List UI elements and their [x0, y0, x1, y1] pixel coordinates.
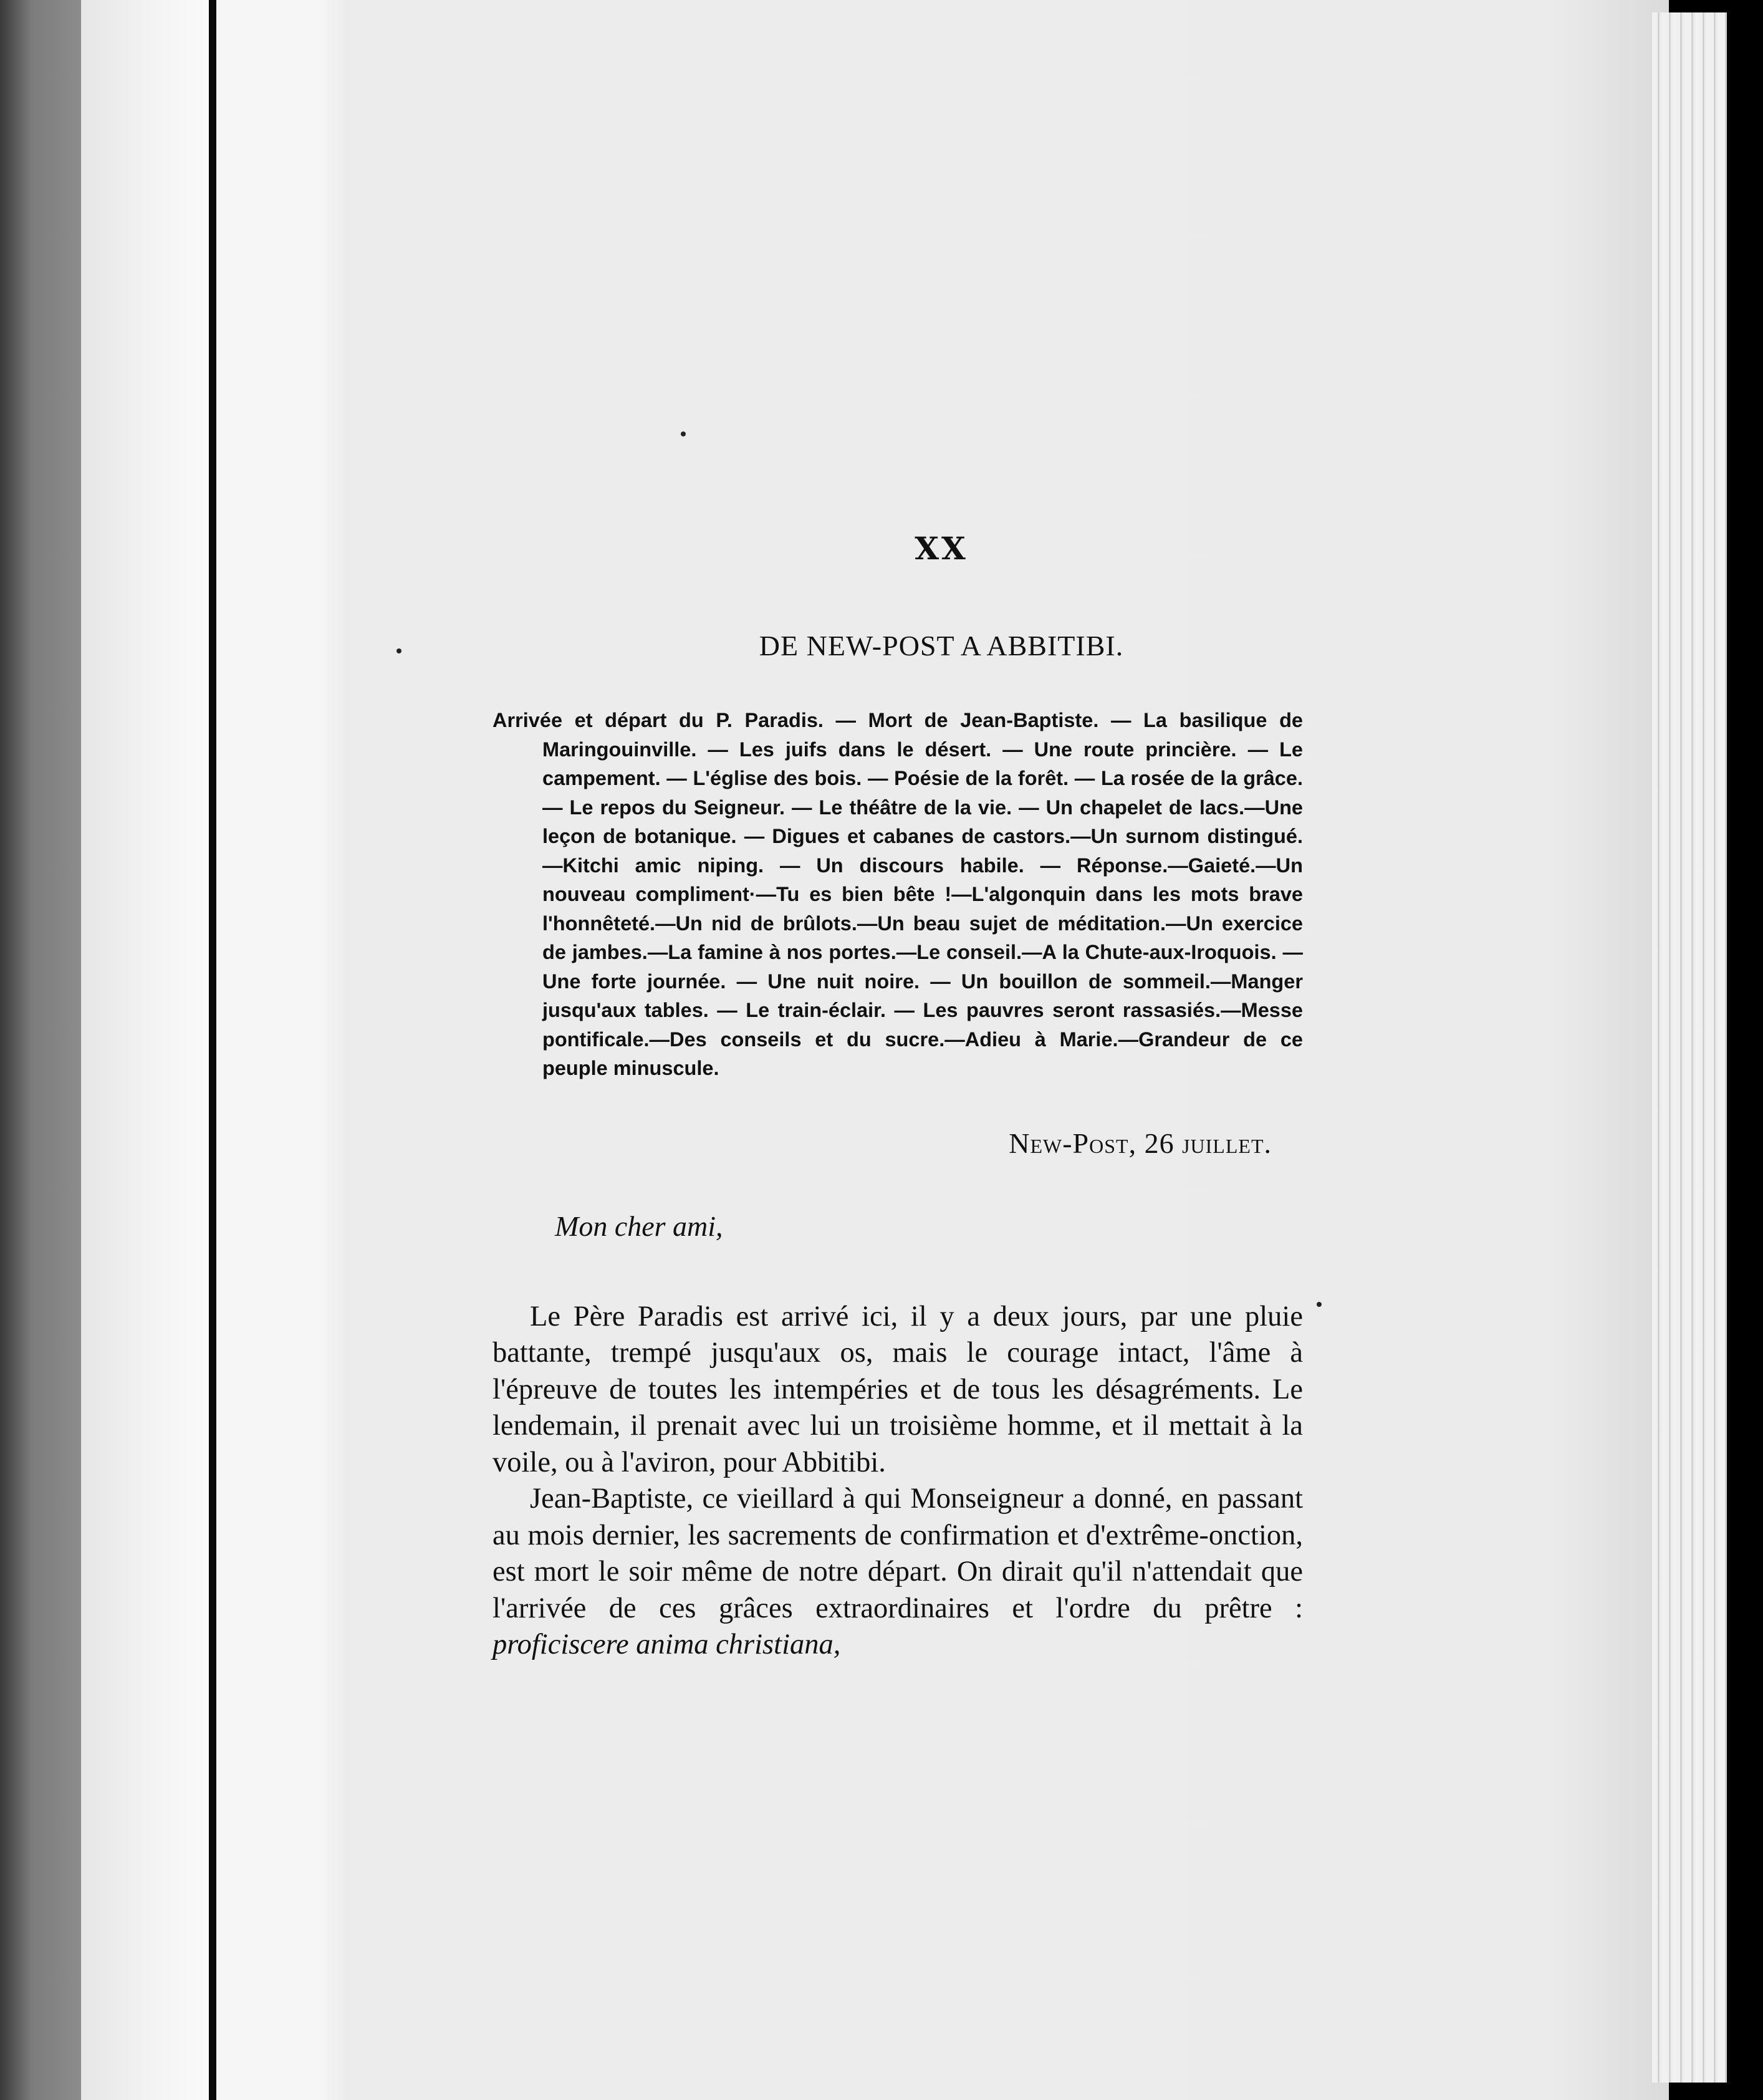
body-paragraph: Le Père Paradis est arrivé ici, il y a deux jours, par une pluie battante, trempé jusqu'aux os, mais le courage intact, l'âme à l'épreuve de toutes les intempéries et de tous les désagréments. Le lendemain, il prenait avec lui un troisième homme, et il mettait à la voile, ou à l'aviron, pour Abbitibi. [492, 1300, 1303, 1478]
chapter-number: XX [915, 530, 968, 567]
ink-speck [396, 648, 401, 653]
ink-speck [681, 431, 686, 436]
book-gutter [209, 0, 216, 2100]
salutation: Mon cher ami, [555, 1210, 723, 1242]
dateline: New-Post, 26 juillet. [1009, 1127, 1272, 1159]
ink-speck [1317, 1302, 1322, 1307]
chapter-summary: Arrivée et départ du P. Paradis. — Mort de Jean-Baptiste. — La basilique de Maringouinville. — Les juifs dans le désert. — Une route princière. — Le campement. — L'église des bois. — Poésie de la forêt. — La rosée de la grâce. — Le repos du Seigneur. — Le théâtre de la vie. — Un chapelet de lacs.—Une leçon de botanique. — Digues et cabanes de castors.—Un surnom distingué.—Kitchi amic niping. — Un discours habile. — Réponse.—Gaieté.—Un nouveau compliment·—Tu es bien bête !—L'algonquin dans les mots brave l'honnêteté.—Un nid de brûlots.—Un beau sujet de méditation.—Un exercice de jambes.—La famine à nos portes.—Le conseil.—A la Chute-aux-Iroquois. — Une forte journée. — Une nuit noire. — Un bouillon de sommeil.—Manger jusqu'aux tables. — Le train-éclair. — Les pauvres seront rassasiés.—Messe pontificale.—Des conseils et du sucre.—Adieu à Marie.—Grandeur de ce peuple minuscule. [492, 709, 1303, 1079]
scan-border [1727, 0, 1763, 2100]
page-stack-edges [1652, 12, 1727, 2083]
adjacent-page-edge [0, 0, 81, 2100]
latin-quote: proficiscere anima christiana, [492, 1629, 841, 1660]
chapter-title: DE NEW-POST A ABBITIBI. [759, 630, 1124, 662]
body-paragraph [492, 1481, 1303, 1664]
adjacent-page-margin [81, 0, 209, 2100]
paragraph-text: Jean-Baptiste, ce vieillard à qui Monseigneur a donné, en passant au mois dernier, les sacrements de confirmation et d'extrême-onction, est mort le soir même de notre départ. On dirait qu'il n'attendait que l'arrivée de ces grâces extraordinaires et l'ordre du prêtre : [492, 1483, 1303, 1624]
page-content [492, 530, 1303, 1664]
